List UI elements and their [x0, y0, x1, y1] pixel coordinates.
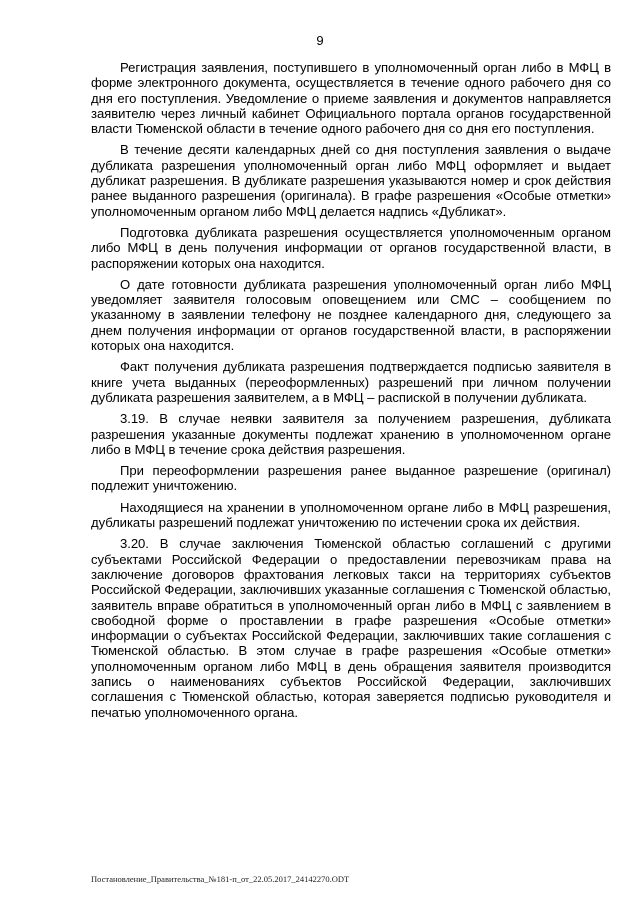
page-number: 9 [316, 33, 324, 48]
document-footer-filename: Постановление_Правительства_№181-п_от_22.05.2017_24142270.ODT [91, 874, 350, 884]
paragraph-original-destruction: При переоформлении разрешения ранее выданное разрешение (оригинал) подлежит уничтожению. [91, 463, 611, 494]
document-body [91, 60, 611, 726]
paragraph-duplicate-preparation: Подготовка дубликата разрешения осуществляется уполномоченным органом либо МФЦ в день получения информации от органов государственной власти, в распоряжении которых она находится. [91, 224, 611, 271]
paragraph-receipt-confirmation: Факт получения дубликата разрешения подтверждается подписью заявителя в книге учета выданных (переоформленных) разрешений при личном получении дубликата разрешения заявителем, а в МФЦ – распиской в получении дубликата. [91, 359, 611, 405]
paragraph-readiness-notification: О дате готовности дубликата разрешения уполномоченный орган либо МФЦ уведомляет заявителя голосовым оповещением или СМС – сообщением по указанному в заявлении телефону не позднее календарного дня, следующего за днем получения информации от органов государственной власти, в распоряжении которых она находится. [91, 276, 611, 354]
paragraph-storage-destruction: Находящиеся на хранении в уполномоченном органе либо в МФЦ разрешения, дубликаты разрешений подлежат уничтожению по истечении срока их действия. [91, 499, 611, 531]
paragraph-registration: Регистрация заявления, поступившего в уполномоченный орган либо в МФЦ в форме электронного документа, осуществляется в течение одного рабочего дня со дня его поступления. Уведомление о приеме заявления и документов направляется заявителю через личный кабинет Официального портала органов государственной власти Тюменской области в течение одного рабочего дня со дня его поступления. [91, 60, 611, 137]
paragraph-section-3-19: 3.19. В случае неявки заявителя за получением разрешения, дубликата разрешения указанные документы подлежат хранению в уполномоченном органе либо в МФЦ в течение срока действия разрешения. [91, 411, 611, 457]
paragraph-section-3-20: 3.20. В случае заключения Тюменской областью соглашений с другими субъектами Российской Федерации о предоставлении перевозчикам права на заключение договоров фрахтования легковых такси на территориях субъектов Российской Федерации, заключивших указанные соглашения с Тюменской областью, заявитель вправе обратиться в уполномоченный орган либо в МФЦ с заявлением в свободной форме о проставлении в графе разрешения «Особые отметки» информации о субъектах Российской Федерации, заключивших такие соглашения с Тюменской областью. В этом случае в графе разрешения «Особые отметки» уполномоченным органом либо МФЦ в день обращения заявителя производится запись о наименованиях субъектов Российской Федерации, заключивших соглашения с Тюменской областью, которая заверяется подписью руководителя и печатью уполномоченного органа. [91, 536, 611, 720]
paragraph-duplicate-issue: В течение десяти календарных дней со дня поступления заявления о выдаче дубликата разрешения уполномоченный орган либо МФЦ оформляет и выдает дубликат разрешения. В дубликате разрешения указываются номер и срок действия ранее выданного разрешения (оригинала). В графе разрешения «Особые отметки» уполномоченным органом либо МФЦ делается надпись «Дубликат». [91, 142, 611, 219]
